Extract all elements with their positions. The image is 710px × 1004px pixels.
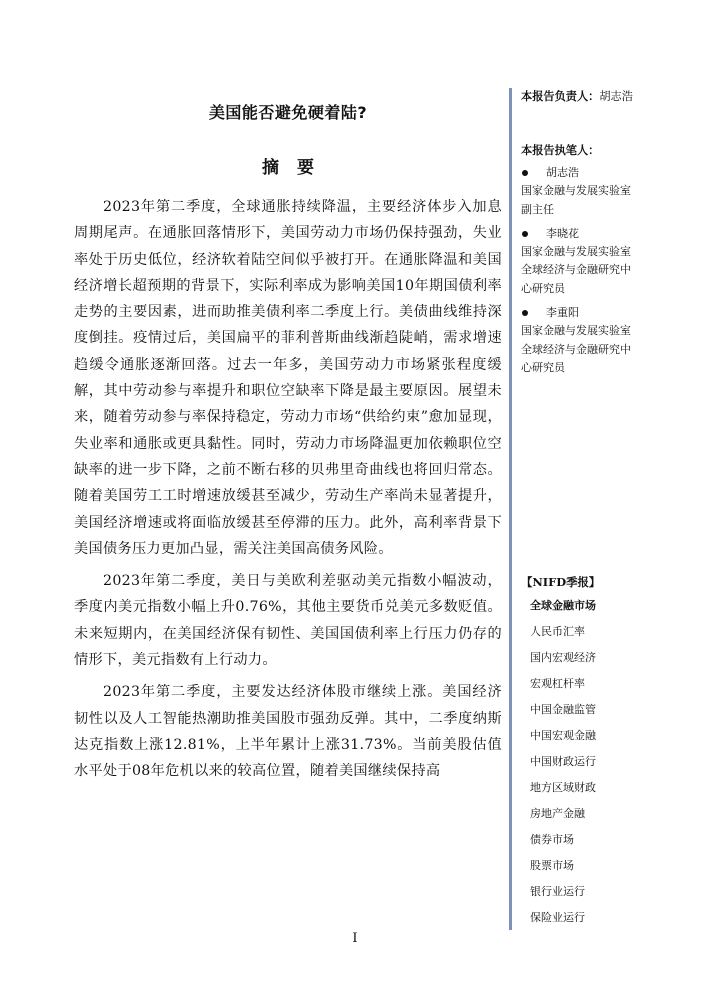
- toc-item-banking[interactable]: 银行业运行: [530, 885, 585, 898]
- toc-item-domestic-macro-economy[interactable]: 国内宏观经济: [530, 651, 596, 664]
- author-entry: [521, 225, 691, 298]
- quarterly-report-list: [530, 598, 596, 936]
- author-affiliation: 国家金融与发展实验室 全球经济与金融研究中 心研究员: [521, 245, 631, 295]
- toc-item-macro-leverage[interactable]: 宏观杠杆率: [530, 677, 585, 690]
- toc-item-financial-regulation[interactable]: 中国金融监管: [530, 703, 596, 716]
- page-number: I: [352, 931, 358, 946]
- bullet-icon: [522, 310, 528, 316]
- toc-item-rmb-exchange-rate[interactable]: 人民币汇率: [530, 625, 585, 638]
- bullet-icon: [522, 170, 528, 176]
- author-entry: [521, 164, 691, 219]
- author-name: 胡志浩: [546, 166, 579, 179]
- authors-label: 本报告执笔人：: [521, 143, 600, 157]
- bullet-icon: [522, 231, 528, 237]
- abstract-paragraph-1: 2023年第二季度，全球通胀持续降温，主要经济体步入加息周期尾声。在通胀回落情形下，美国劳动力市场仍保持强劲，失业率处于历史低位，经济软着陆空间似乎被打开。在通胀降温和美国经济增长超预期的背景下，实际利率成为影响美国10年期国债利率走势的主要因素，进而助推美债利率二季度上行。美债曲线维持深度倒挂。疫情过后，美国扁平的菲利普斯曲线渐趋陡峭，需求增速趋缓令通胀逐渐回落。过去一年多，美国劳动力市场紧张程度缓解，其中劳动参与率提升和职位空缺率下降是最主要原因。展望未来，随着劳动参与率保持稳定，劳动力市场“供给约束”愈加显现，失业率和通胀或更具黏性。同时，劳动力市场降温更加依赖职位空缺率的进一步下降，之前不断右移的贝弗里奇曲线也将回归常态。随着美国劳工工时增速放缓甚至减少，劳动生产率尚未显著提升，美国经济增速或将面临放缓甚至停滞的压力。此外，高利率背景下美国债务压力更加凸显，需关注美国高债务风险。: [74, 199, 502, 557]
- author-name: 李重阳: [546, 306, 579, 320]
- author-affiliation: 国家金融与发展实验室 全球经济与金融研究中 心研究员: [521, 324, 631, 374]
- document-title: 美国能否避免硬着陆?: [208, 103, 368, 122]
- toc-item-local-fiscal[interactable]: 地方区域财政: [530, 781, 596, 794]
- main-content: [74, 100, 502, 791]
- report-responsible: [521, 88, 691, 104]
- toc-item-stock-market[interactable]: 股票市场: [530, 859, 574, 872]
- sidebar: [509, 88, 691, 930]
- toc-item-insurance[interactable]: 保险业运行: [530, 911, 585, 924]
- toc-item-global-financial-market[interactable]: 全球金融市场: [530, 599, 596, 612]
- toc-item-fiscal-operation[interactable]: 中国财政运行: [530, 755, 596, 768]
- toc-item-real-estate-finance[interactable]: 房地产金融: [530, 807, 585, 820]
- toc-item-bond-market[interactable]: 债券市场: [530, 833, 574, 846]
- author-entry: [521, 304, 691, 377]
- responsible-label: 本报告负责人：: [521, 89, 600, 103]
- quarterly-report-title: 【NIFD季报】: [521, 575, 601, 589]
- abstract-paragraph-3: 2023年第二季度，主要发达经济体股市继续上涨。美国经济韧性以及人工智能热潮助推美国股市强劲反弹。其中，二季度纳斯达克指数上涨12.81%，上半年累计上涨31.73%。当前美股估值水平处于08年危机以来的较高位置，随着美国继续保持高: [74, 684, 502, 780]
- abstract-heading: 摘要: [262, 158, 332, 178]
- responsible-name: 胡志浩: [599, 90, 633, 103]
- author-name: 李晓花: [546, 226, 579, 240]
- author-affiliation: 国家金融与发展实验室 副主任: [521, 184, 631, 216]
- abstract-paragraph-2: 2023年第二季度，美日与美欧利差驱动美元指数小幅波动，季度内美元指数小幅上升0.76%，其他主要货币兑美元多数贬值。未来短期内，在美国经济保有韧性、美国国债利率上行压力仍存的情形下，美元指数有上行动力。: [74, 573, 502, 669]
- toc-item-macro-finance[interactable]: 中国宏观金融: [530, 729, 596, 742]
